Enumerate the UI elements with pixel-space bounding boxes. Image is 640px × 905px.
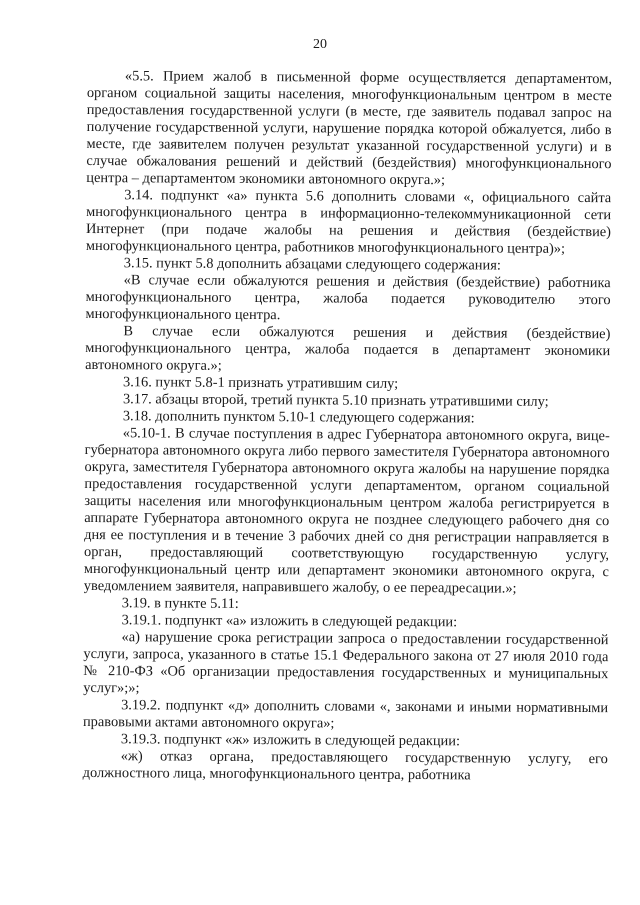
paragraph-5-5: «5.5. Прием жалоб в письменной форме осуществляется департаментом, органом социальной защиты населения, многофункциональным центром в месте предоставления государственной услуги (в месте, где заявитель подавал запрос на получение государственной услуги, нарушение порядка которой обжалуется, либо в месте, где заявителем получен результат указанной государственной услуги) и в случае обжалования решений и действий (бездействия) многофункционального центра – департаментом экономики автономного округа.»; [86, 68, 612, 189]
paragraph-3-15-quote-1: «В случае если обжалуются решения и действия (бездействие) работника многофункционального центра, жалоба подается руководителю этого многофункционального центра. [85, 272, 611, 324]
paragraph-3-19-2: 3.19.2. подпункт «д» дополнить словами «, законами и иными нормативными правовыми актами автономного округа»; [82, 697, 609, 732]
document-body [83, 68, 612, 785]
paragraph-3-16: 3.16. пункт 5.8-1 признать утратившим силу; [123, 374, 399, 392]
paragraph-3-19: 3.19. в пункте 5.11: [121, 595, 239, 612]
paragraph-5-10-1: «5.10-1. В случае поступления в адрес Губернатора автономного округа, вице-губернатора автономного округа либо первого заместителя Губернатора автономного округа, заместителя Губернатора автономного округа жалобы на нарушение порядка предоставления государственной услуги департаментом, органом социальной защиты населения или многофункциональным центром жалоба регистрируется в аппарате Губернатора автономного округа не позднее следующего рабочего дня со дня ее поступления и в течение 3 рабочих дней со дня регистрации направляется в орган, предоставляющий соответствующую государственную услугу, многофункциональный центр или департамент экономики автономного округа, с уведомлением заявителя, направившего жалобу, о ее переадресации.»; [83, 425, 610, 597]
paragraph-3-19-1-text: «а) нарушение срока регистрации запроса о предоставлении государственной услуги, запроса, указанного в статье 15.1 Федерального закона от 27 июля 2010 года № 210-ФЗ «Об организации предоставления государственных и муниципальных услуг»;»; [83, 629, 609, 697]
paragraph-3-18: 3.18. дополнить пунктом 5.10-1 следующего содержания: [122, 408, 475, 427]
paragraph-3-15-quote-2: В случае если обжалуются решения и действия (бездействие) многофункционального центра, жалоба подается в департамент экономики автономного округа.»; [85, 323, 611, 374]
paragraph-3-19-1: 3.19.1. подпункт «а» изложить в следующей редакции: [121, 612, 458, 631]
paragraph-3-15: 3.15. пункт 5.8 дополнить абзацами следующего содержания: [123, 255, 501, 274]
paragraph-3-19-3-text: «ж) отказ органа, предоставляющего государственную услугу, его должностного лица, многофункционального центра, работника [82, 748, 608, 784]
paragraph-3-17: 3.17. абзацы второй, третий пункта 5.10 признать утратившими силу; [122, 391, 549, 410]
page-number: 20 [313, 37, 327, 52]
paragraph-3-19-3: 3.19.3. подпункт «ж» изложить в следующей редакции: [120, 731, 461, 750]
paragraph-3-14: 3.14. подпункт «а» пункта 5.6 дополнить словами «, официального сайта многофункционального центра в информационно-телекоммуникационной сети Интернет (при подаче жалобы на решения и действия (бездействие) многофункционального центра, работников многофункционального центра)»; [85, 187, 612, 257]
